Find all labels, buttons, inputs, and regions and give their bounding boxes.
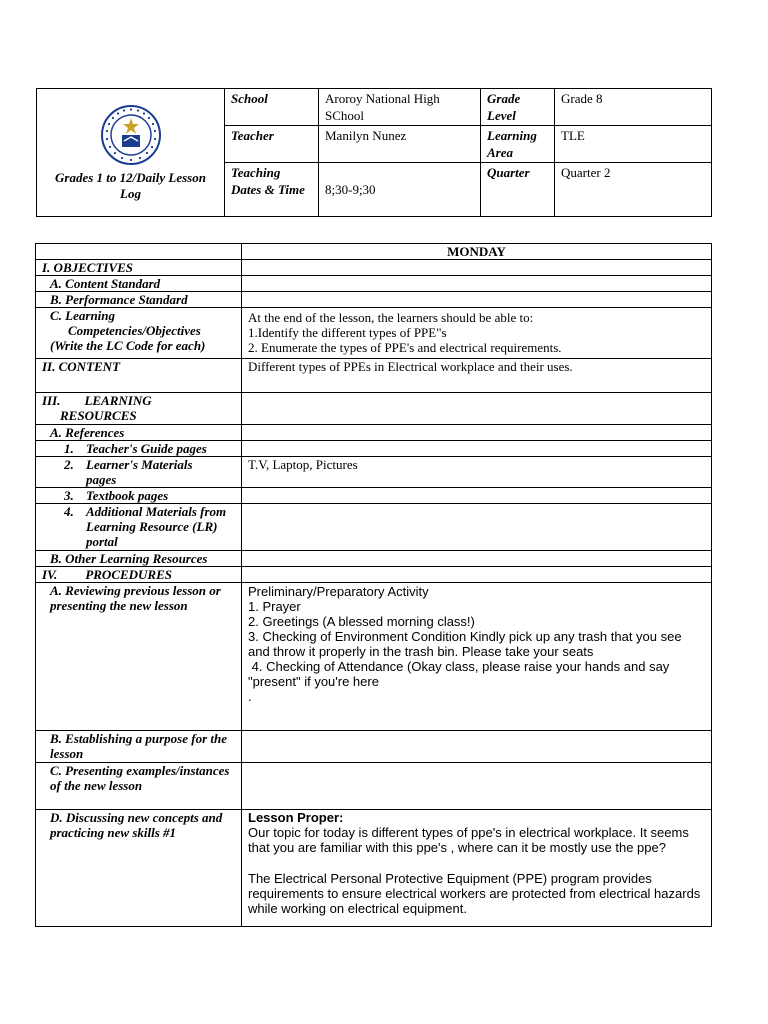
grade-value: Grade 8 bbox=[555, 89, 712, 126]
content-value: Different types of PPEs in Electrical workplace and their uses. bbox=[242, 359, 712, 393]
area-value: TLE bbox=[555, 126, 712, 163]
content-standard-value bbox=[242, 276, 712, 292]
other-resources-value bbox=[242, 551, 712, 567]
competencies-label: C. Learning Competencies/Objectives (Write the LC Code for each) bbox=[36, 308, 242, 359]
quarter-value: Quarter 2 bbox=[555, 163, 712, 217]
quarter-label: Quarter bbox=[481, 163, 555, 217]
presenting-value bbox=[242, 763, 712, 810]
lesson-plan-table bbox=[35, 243, 712, 927]
references-value bbox=[242, 425, 712, 441]
textbook-value bbox=[242, 488, 712, 504]
competencies-value: At the end of the lesson, the learners should be able to: 1.Identify the different types of PPE"s 2. Enumerate the types of PPE's and electrical requirements. bbox=[242, 308, 712, 359]
purpose-label: B. Establishing a purpose for the lesson bbox=[36, 731, 242, 763]
corner-cell bbox=[36, 244, 242, 260]
area-label: Learning Area bbox=[481, 126, 555, 163]
purpose-value bbox=[242, 731, 712, 763]
textbook-label: 3. Textbook pages bbox=[36, 488, 242, 504]
discussing-label: D. Discussing new concepts and practicing new skills #1 bbox=[36, 810, 242, 927]
teacher-value: Manilyn Nunez bbox=[319, 126, 481, 163]
references-label: A. References bbox=[36, 425, 242, 441]
performance-standard-label: B. Performance Standard bbox=[36, 292, 242, 308]
performance-standard-value bbox=[242, 292, 712, 308]
learners-materials-value: T.V, Laptop, Pictures bbox=[242, 457, 712, 488]
presenting-label: C. Presenting examples/instances of the new lesson bbox=[36, 763, 242, 810]
deped-seal-icon bbox=[100, 104, 162, 166]
teachers-guide-label: 1. Teacher's Guide pages bbox=[36, 441, 242, 457]
procedures-value bbox=[242, 567, 712, 583]
procedures-label: IV. PROCEDURES bbox=[36, 567, 242, 583]
teacher-label: Teacher bbox=[225, 126, 319, 163]
objectives-label: I. OBJECTIVES bbox=[36, 260, 242, 276]
day-header: MONDAY bbox=[242, 244, 712, 260]
additional-materials-value bbox=[242, 504, 712, 551]
resources-value bbox=[242, 393, 712, 425]
logo-title-cell bbox=[37, 89, 225, 217]
content-label: II. CONTENT bbox=[36, 359, 242, 393]
review-label: A. Reviewing previous lesson or presenting the new lesson bbox=[36, 583, 242, 731]
learners-materials-label: 2. Learner's Materials pages bbox=[36, 457, 242, 488]
dates-value: 8;30-9;30 bbox=[319, 163, 481, 217]
review-value: Preliminary/Preparatory Activity 1. Prayer 2. Greetings (A blessed morning class!) 3. Checking of Environment Condition Kindly pick up any trash that you see and throw it properly in the trash bin. Please take your seats 4. Checking of Attendance (Okay class, please raise your hands and say "present" if you're here . bbox=[242, 583, 712, 731]
log-title: Grades 1 to 12/Daily Lesson Log bbox=[55, 169, 206, 201]
resources-label: III. LEARNING RESOURCES bbox=[36, 393, 242, 425]
other-resources-label: B. Other Learning Resources bbox=[36, 551, 242, 567]
content-standard-label: A. Content Standard bbox=[36, 276, 242, 292]
header-table bbox=[36, 88, 712, 217]
school-label: School bbox=[225, 89, 319, 126]
teachers-guide-value bbox=[242, 441, 712, 457]
objectives-value bbox=[242, 260, 712, 276]
dates-label: Teaching Dates & Time bbox=[225, 163, 319, 217]
grade-label: Grade Level bbox=[481, 89, 555, 126]
additional-materials-label: 4. Additional Materials from Learning Resource (LR) portal bbox=[36, 504, 242, 551]
lesson-proper-value: Lesson Proper: Our topic for today is different types of ppe's in electrical workplace. It seems that you are familiar with this ppe's , where can it be mostly use the ppe? The Electrical Personal Protective Equipment (PPE) program provides requirements to ensure electrical workers are protected from electrical hazards while working on electrical equipment. bbox=[242, 810, 712, 927]
school-value: Aroroy National High SChool bbox=[319, 89, 481, 126]
